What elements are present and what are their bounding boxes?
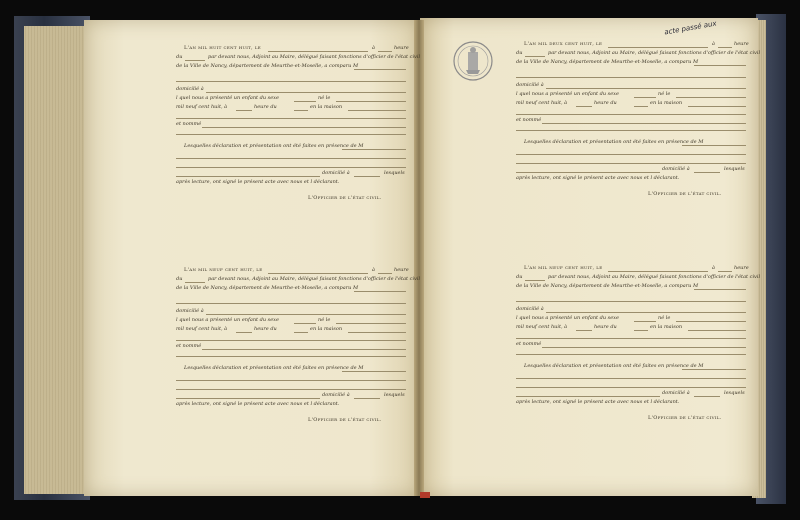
blank-line[interactable]: [294, 110, 308, 111]
witnesses-line: Lesquelles déclaration et présentation ont été faites en présence de M: [524, 363, 704, 369]
domicile-label: domicilié à: [516, 82, 544, 88]
hour-du-label: heure du: [594, 100, 617, 106]
blank-line[interactable]: [236, 332, 252, 333]
blank-line[interactable]: [694, 172, 720, 173]
blank-line[interactable]: [516, 172, 660, 173]
officer-signature-label: L'Officier de l'état civil.: [648, 191, 722, 197]
time-prefix: à: [712, 41, 715, 47]
time-prefix: à: [712, 265, 715, 271]
reading-line: après lecture, ont signé le présent acte avec nous et l déclarant.: [516, 399, 680, 405]
city-line: de la Ville de Nancy, département de Meurthe-et-Moselle, a comparu M: [176, 63, 359, 69]
blank-line[interactable]: [176, 389, 406, 390]
named-label: et nommé: [176, 343, 202, 349]
du-label: du: [516, 274, 523, 280]
blank-line[interactable]: [176, 118, 406, 119]
hour-label: heure: [734, 41, 749, 47]
city-line: de la Ville de Nancy, département de Meurthe-et-Moselle, a comparu M: [176, 285, 359, 291]
page-edges-left: [24, 26, 84, 494]
blank-line[interactable]: [354, 69, 406, 70]
blank-line[interactable]: [176, 380, 406, 381]
blank-line[interactable]: [694, 65, 746, 66]
blank-line[interactable]: [342, 371, 406, 372]
witnesses-line: Lesquelles déclaration et présentation ont été faites en présence de M: [184, 365, 364, 371]
blank-line[interactable]: [176, 134, 406, 135]
handwritten-annotation: acte passé aux: [663, 19, 718, 37]
named-label: et nommé: [176, 121, 202, 127]
blank-line[interactable]: [516, 154, 746, 155]
blank-line[interactable]: [516, 396, 660, 397]
blank-line[interactable]: [634, 330, 648, 331]
lesquels-label: lesquels: [724, 390, 745, 396]
blank-line[interactable]: [688, 106, 746, 107]
hour-du-label: heure du: [594, 324, 617, 330]
house-label: en la maison: [310, 326, 343, 332]
domicile-label: domicilié à: [176, 308, 204, 314]
hour-label: heure: [394, 45, 409, 51]
officer-line: par devant nous, Adjoint au Maire, délégué faisant fonctions d'officier de l'état civil: [208, 276, 421, 282]
blank-line[interactable]: [546, 88, 746, 89]
blank-line[interactable]: [176, 356, 406, 357]
blank-line[interactable]: [516, 163, 746, 164]
domicile-label: domicilié à: [516, 306, 544, 312]
civil-record-form-top-left: [176, 45, 421, 236]
blank-line[interactable]: [176, 340, 406, 341]
blank-line[interactable]: [718, 271, 732, 272]
blank-line[interactable]: [576, 330, 592, 331]
witness-domicile-label: domicilié à: [322, 392, 350, 398]
blank-line[interactable]: [354, 176, 380, 177]
blank-line[interactable]: [176, 303, 406, 304]
blank-line[interactable]: [236, 110, 252, 111]
blank-line[interactable]: [378, 51, 392, 52]
reading-line: après lecture, ont signé le présent acte avec nous et l déclarant.: [176, 401, 340, 407]
civil-record-form-bottom-left: [176, 267, 421, 458]
date-line: L'an mil huit cent huit, le: [184, 45, 261, 51]
blank-line[interactable]: [634, 106, 648, 107]
witnesses-line: Lesquelles déclaration et présentation ont été faites en présence de M: [184, 143, 364, 149]
officer-line: par devant nous, Adjoint au Maire, délégué faisant fonctions d'officier de l'état civil: [548, 50, 761, 56]
blank-line[interactable]: [525, 56, 545, 57]
named-label: et nommé: [516, 117, 542, 123]
blank-line[interactable]: [516, 338, 746, 339]
blank-line[interactable]: [718, 47, 732, 48]
born-label: né le: [318, 317, 331, 323]
year-line: mil neuf cent huit, à: [516, 100, 568, 106]
blank-line[interactable]: [682, 145, 746, 146]
blank-line[interactable]: [676, 97, 746, 98]
du-label: du: [176, 54, 183, 60]
hour-du-label: heure du: [254, 104, 277, 110]
blank-line[interactable]: [682, 369, 746, 370]
year-line: mil neuf cent huit, à: [516, 324, 568, 330]
officer-signature-label: L'Officier de l'état civil.: [648, 415, 722, 421]
officer-line: par devant nous, Adjoint au Maire, délégué faisant fonctions d'officier de l'état civil: [208, 54, 421, 60]
blank-line[interactable]: [185, 282, 205, 283]
blank-line[interactable]: [185, 60, 205, 61]
blank-line[interactable]: [348, 332, 406, 333]
child-line: l quel nous a présenté un enfant du sexe: [176, 317, 279, 323]
seal-stamp-icon: [452, 40, 494, 82]
blank-line[interactable]: [608, 47, 708, 48]
date-line: L'an mil neuf cent huit, le: [184, 267, 263, 273]
blank-line[interactable]: [176, 81, 406, 82]
hour-label: heure: [394, 267, 409, 273]
officer-signature-label: L'Officier de l'état civil.: [308, 195, 382, 201]
child-line: l quel nous a présenté un enfant du sexe: [516, 91, 619, 97]
ribbon-marker: [420, 492, 430, 498]
hour-label: heure: [734, 265, 749, 271]
blank-line[interactable]: [206, 92, 406, 93]
date-line: L'an mil neuf cent huit, le: [524, 265, 603, 271]
date-line: L'an mil deux cent huit, le: [524, 41, 603, 47]
blank-line[interactable]: [348, 110, 406, 111]
blank-line[interactable]: [525, 280, 545, 281]
city-line: de la Ville de Nancy, département de Meurthe-et-Moselle, a comparu M: [516, 283, 699, 289]
blank-line[interactable]: [516, 301, 746, 302]
lesquels-label: lesquels: [724, 166, 745, 172]
blank-line[interactable]: [206, 314, 406, 315]
witness-domicile-label: domicilié à: [662, 166, 690, 172]
blank-line[interactable]: [202, 349, 406, 350]
blank-line[interactable]: [576, 106, 592, 107]
blank-line[interactable]: [694, 396, 720, 397]
house-label: en la maison: [650, 324, 683, 330]
blank-line[interactable]: [294, 101, 316, 102]
year-line: mil neuf cent huit, à: [176, 326, 228, 332]
house-label: en la maison: [310, 104, 343, 110]
lesquels-label: lesquels: [384, 170, 405, 176]
blank-line[interactable]: [268, 273, 368, 274]
born-label: né le: [658, 91, 671, 97]
civil-record-form-bottom-right: [516, 265, 761, 456]
blank-line[interactable]: [694, 289, 746, 290]
witnesses-line: Lesquelles déclaration et présentation ont été faites en présence de M: [524, 139, 704, 145]
blank-line[interactable]: [176, 158, 406, 159]
blank-line[interactable]: [176, 398, 320, 399]
blank-line[interactable]: [546, 312, 746, 313]
child-line: l quel nous a présenté un enfant du sexe: [516, 315, 619, 321]
blank-line[interactable]: [336, 101, 406, 102]
blank-line[interactable]: [516, 378, 746, 379]
officer-signature-label: L'Officier de l'état civil.: [308, 417, 382, 423]
blank-line[interactable]: [294, 332, 308, 333]
blank-line[interactable]: [516, 130, 746, 131]
civil-record-form-top-right: [516, 41, 761, 232]
blank-line[interactable]: [542, 123, 746, 124]
time-prefix: à: [372, 267, 375, 273]
blank-line[interactable]: [176, 176, 320, 177]
blank-line[interactable]: [176, 167, 406, 168]
reading-line: après lecture, ont signé le présent acte avec nous et l déclarant.: [176, 179, 340, 185]
born-label: né le: [658, 315, 671, 321]
time-prefix: à: [372, 45, 375, 51]
year-line: mil neuf cent huit, à: [176, 104, 228, 110]
blank-line[interactable]: [688, 330, 746, 331]
witness-domicile-label: domicilié à: [322, 170, 350, 176]
blank-line[interactable]: [516, 77, 746, 78]
blank-line[interactable]: [342, 149, 406, 150]
du-label: du: [176, 276, 183, 282]
book-gutter: [414, 20, 424, 496]
blank-line[interactable]: [608, 271, 708, 272]
reading-line: après lecture, ont signé le présent acte avec nous et l déclarant.: [516, 175, 680, 181]
child-line: l quel nous a présenté un enfant du sexe: [176, 95, 279, 101]
hour-du-label: heure du: [254, 326, 277, 332]
named-label: et nommé: [516, 341, 542, 347]
du-label: du: [516, 50, 523, 56]
witness-domicile-label: domicilié à: [662, 390, 690, 396]
blank-line[interactable]: [354, 398, 380, 399]
blank-line[interactable]: [354, 291, 406, 292]
lesquels-label: lesquels: [384, 392, 405, 398]
blank-line[interactable]: [202, 127, 406, 128]
officer-line: par devant nous, Adjoint au Maire, délégué faisant fonctions d'officier de l'état civil: [548, 274, 761, 280]
blank-line[interactable]: [516, 387, 746, 388]
blank-line[interactable]: [676, 321, 746, 322]
born-label: né le: [318, 95, 331, 101]
blank-line[interactable]: [634, 321, 656, 322]
domicile-label: domicilié à: [176, 86, 204, 92]
blank-line[interactable]: [634, 97, 656, 98]
blank-line[interactable]: [336, 323, 406, 324]
blank-line[interactable]: [516, 354, 746, 355]
blank-line[interactable]: [378, 273, 392, 274]
city-line: de la Ville de Nancy, département de Meurthe-et-Moselle, a comparu M: [516, 59, 699, 65]
blank-line[interactable]: [516, 114, 746, 115]
blank-line[interactable]: [268, 51, 368, 52]
blank-line[interactable]: [542, 347, 746, 348]
blank-line[interactable]: [294, 323, 316, 324]
house-label: en la maison: [650, 100, 683, 106]
